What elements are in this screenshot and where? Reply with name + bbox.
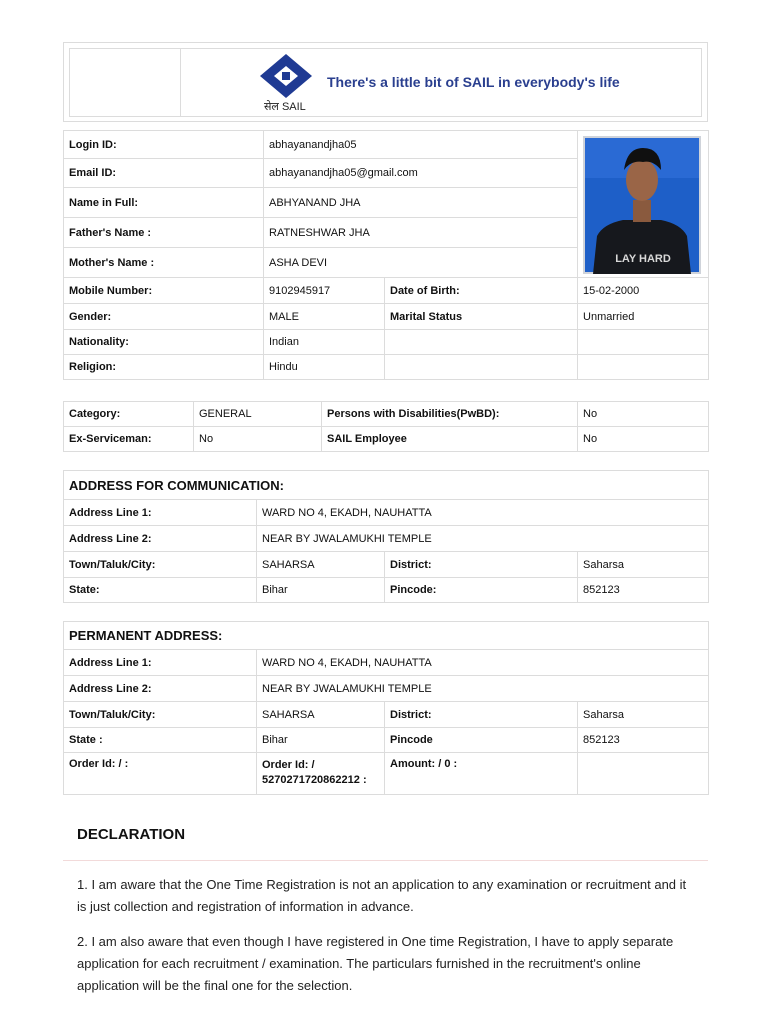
mother-name-value: ASHA DEVI [264, 248, 578, 278]
religion-value: Hindu [264, 355, 385, 380]
logo-text: सेल SAIL [264, 101, 306, 113]
declaration-title: DECLARATION [77, 826, 186, 843]
amount-label: Amount: / 0 : [385, 753, 578, 795]
gender-value: MALE [264, 304, 385, 330]
name-value: ABHYANAND JHA [264, 188, 578, 218]
sail-employee-value: No [578, 427, 709, 452]
comm-pincode-value: 852123 [578, 578, 709, 603]
perm-line2-value: NEAR BY JWALAMUKHI TEMPLE [257, 676, 709, 702]
empty-cell [578, 753, 709, 795]
perm-line1-value: WARD NO 4, EKADH, NAUHATTA [257, 650, 709, 676]
declaration-paragraph-1: 1. I am aware that the One Time Registration is not an application to any examination or recruitment and it is just collection and registration of information in advance. [77, 877, 687, 914]
father-name-label: Father's Name : [64, 218, 264, 248]
marital-status-value: Unmarried [578, 304, 709, 330]
empty-cell [578, 330, 709, 355]
comm-district-label: District: [385, 552, 578, 578]
perm-state-label: State : [64, 728, 257, 753]
category-label: Category: [64, 402, 194, 427]
perm-town-label: Town/Taluk/City: [64, 702, 257, 728]
perm-town-value: SAHARSA [257, 702, 385, 728]
sail-employee-label: SAIL Employee [322, 427, 578, 452]
comm-line1-label: Address Line 1: [64, 500, 257, 526]
comm-state-label: State: [64, 578, 257, 603]
gender-label: Gender: [64, 304, 264, 330]
category-table [63, 401, 709, 452]
pwbd-value: No [578, 402, 709, 427]
order-id-cell [257, 753, 385, 795]
mobile-value: 9102945917 [264, 278, 385, 304]
name-label: Name in Full: [64, 188, 264, 218]
pwbd-label: Persons with Disabilities(PwBD): [322, 402, 578, 427]
ex-serviceman-value: No [194, 427, 322, 452]
comm-pincode-label: Pincode: [385, 578, 578, 603]
ex-serviceman-label: Ex-Serviceman: [64, 427, 194, 452]
marital-status-label: Marital Status [385, 304, 578, 330]
declaration-divider [63, 860, 708, 861]
nationality-value: Indian [264, 330, 385, 355]
permanent-address-table [63, 621, 709, 795]
dob-label: Date of Birth: [385, 278, 578, 304]
nationality-label: Nationality: [64, 330, 264, 355]
header-divider [180, 48, 181, 117]
comm-line2-value: NEAR BY JWALAMUKHI TEMPLE [257, 526, 709, 552]
declaration-paragraph-2: 2. I am also aware that even though I have registered in One time Registration, I have to apply separate application for each recruitment / examination. The particulars furnished in the recruitment's online application will be the final one for the selection. [77, 934, 674, 993]
order-id-value: 5270271720862212 : [262, 774, 367, 786]
login-id-label: Login ID: [64, 131, 264, 159]
communication-address-table [63, 470, 709, 603]
father-name-value: RATNESHWAR JHA [264, 218, 578, 248]
perm-pincode-label: Pincode [385, 728, 578, 753]
order-id-label: Order Id: / : [64, 753, 257, 795]
category-value: GENERAL [194, 402, 322, 427]
empty-cell [385, 355, 578, 380]
comm-town-value: SAHARSA [257, 552, 385, 578]
mother-name-label: Mother's Name : [64, 248, 264, 278]
comm-line1-value: WARD NO 4, EKADH, NAUHATTA [257, 500, 709, 526]
empty-cell [578, 355, 709, 380]
comm-state-value: Bihar [257, 578, 385, 603]
perm-state-value: Bihar [257, 728, 385, 753]
perm-pincode-value: 852123 [578, 728, 709, 753]
dob-value: 15-02-2000 [578, 278, 709, 304]
empty-cell [385, 330, 578, 355]
perm-line1-label: Address Line 1: [64, 650, 257, 676]
mobile-label: Mobile Number: [64, 278, 264, 304]
email-value: abhayanandjha05@gmail.com [264, 159, 578, 188]
communication-address-title: ADDRESS FOR COMMUNICATION: [64, 471, 709, 500]
perm-district-value: Saharsa [578, 702, 709, 728]
login-id-value: abhayanandjha05 [264, 131, 578, 159]
comm-line2-label: Address Line 2: [64, 526, 257, 552]
perm-line2-label: Address Line 2: [64, 676, 257, 702]
permanent-address-title: PERMANENT ADDRESS: [64, 622, 709, 650]
order-id-label-2: Order Id: / [262, 759, 315, 771]
sail-logo-icon [256, 52, 316, 100]
candidate-photo [583, 136, 701, 274]
email-label: Email ID: [64, 159, 264, 188]
religion-label: Religion: [64, 355, 264, 380]
comm-town-label: Town/Taluk/City: [64, 552, 257, 578]
perm-district-label: District: [385, 702, 578, 728]
svg-text:LAY HARD: LAY HARD [615, 253, 671, 265]
tagline: There's a little bit of SAIL in everybody's life [327, 74, 620, 90]
comm-district-value: Saharsa [578, 552, 709, 578]
